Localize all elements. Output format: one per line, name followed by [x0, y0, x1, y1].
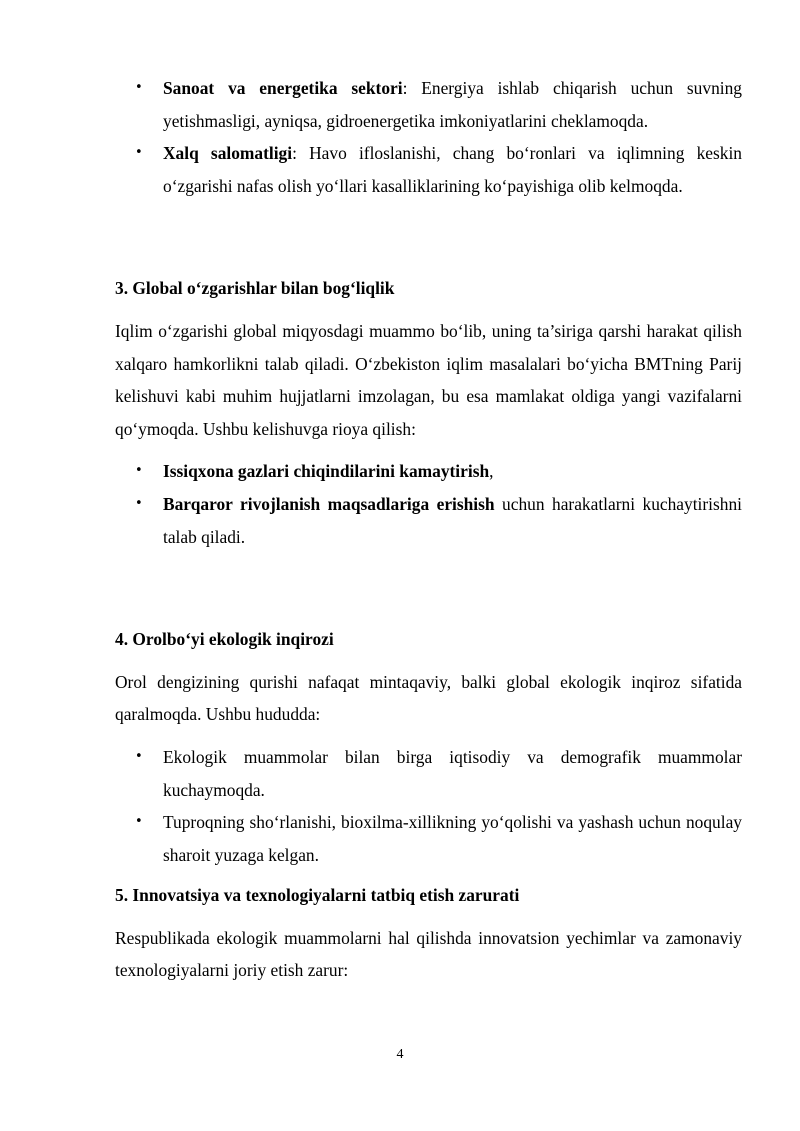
bullet-icon: • — [135, 495, 143, 511]
list-item — [115, 137, 742, 202]
bullet-icon: • — [135, 80, 143, 95]
list-item-term: Barqaror rivojlanish maqsadlariga erishish — [163, 493, 495, 514]
list-item-text: : Energiya ishlab chiqarish uchun suvning yetishmasligi, ayniqsa, gidroenergetika imkoniyatlarini cheklamoqda. — [163, 78, 742, 131]
bullet-list-top — [115, 72, 742, 202]
list-item-text: Tuproqning sho‘rlanishi, bioxilma-xillikning yo‘qolishi va yashash uchun noqulay sharoit yuzaga kelgan. — [163, 812, 742, 865]
section-5-heading: 5. Innovatsiya va texnologiyalarni tatbiq etish zarurati — [115, 885, 520, 906]
document-page — [115, 72, 742, 987]
bullet-icon: • — [135, 748, 143, 764]
section-3-heading: 3. Global o‘zgarishlar bilan bog‘liqlik — [115, 278, 395, 299]
section-4-heading: 4. Orolbo‘yi ekologik inqirozi — [115, 629, 334, 650]
page-number: 4 — [396, 1047, 404, 1062]
list-item-term: Sanoat va energetika sektori — [163, 78, 403, 98]
section-3-paragraph: Iqlim o‘zgarishi global miqyosdagi muammo bo‘lib, uning ta’siriga qarshi harakat qilish xalqaro hamkorlikni talab qiladi. O‘zbekiston iqlim masalalari bo‘yicha BMTning Parij kelishuvi kabi muhim hujjatlarni imzolagan, bu esa mamlakat oldiga yangi vazifalarni qo‘ymoqda. Ushbu kelishuvga rioya qilish: — [115, 320, 742, 439]
list-item — [115, 741, 742, 806]
bullet-icon: • — [135, 463, 143, 479]
section-3-bullet-list — [115, 455, 742, 553]
list-item-text: uchun harakatlarni kuchaytirishni talab qiladi. — [163, 493, 742, 547]
list-item — [115, 806, 742, 871]
list-item-text: : Havo ifloslanishi, chang bo‘ronlari va iqlimning keskin o‘zgarishi nafas olish yo‘llari kasalliklarining ko‘payishiga olib kelmoqda. — [163, 143, 742, 196]
list-item-term: Xalq salomatligi — [163, 143, 293, 164]
list-item — [115, 72, 742, 137]
section-4-bullet-list — [115, 741, 742, 871]
list-item — [115, 488, 742, 553]
section-4-paragraph: Orol dengizining qurishi nafaqat mintaqaviy, balki global ekologik inqiroz sifatida qaralmoqda. Ushbu hududda: — [115, 671, 742, 725]
list-item — [115, 455, 742, 488]
list-item-text: Ekologik muammolar bilan birga iqtisodiy va demografik muammolar kuchaymoqda. — [163, 746, 742, 800]
bullet-icon: • — [135, 145, 143, 161]
bullet-icon: • — [135, 814, 143, 830]
list-item-term: Issiqxona gazlari chiqindilarini kamaytirish — [163, 461, 490, 482]
list-item-text: , — [489, 461, 494, 482]
section-5-paragraph: Respublikada ekologik muammolarni hal qilishda innovatsion yechimlar va zamonaviy texnologiyalarni joriy etish zarur: — [115, 927, 742, 981]
